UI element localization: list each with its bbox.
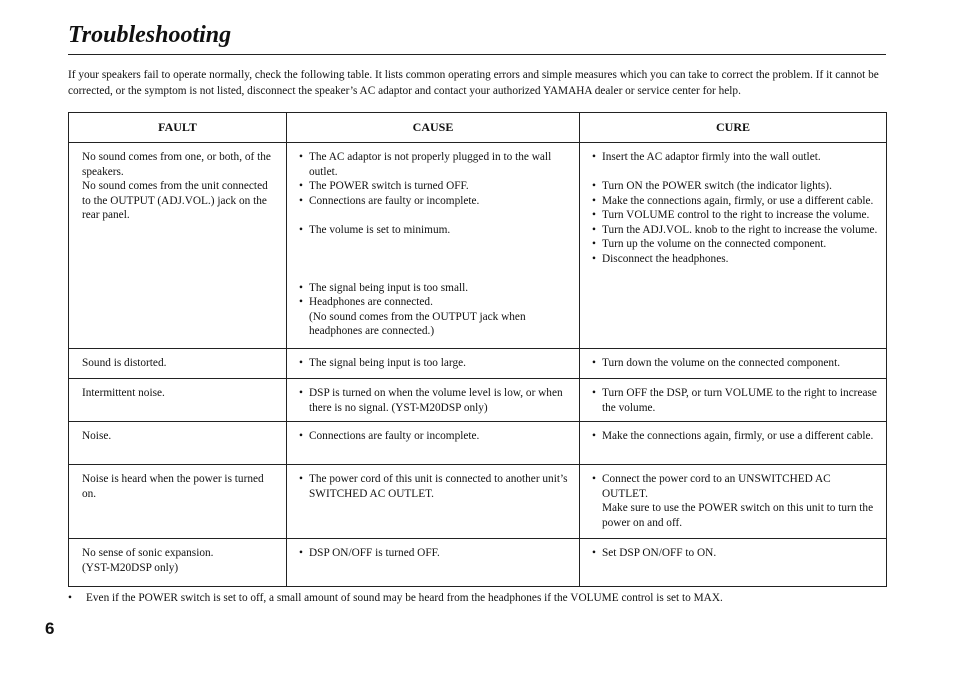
- cause-subtext: (No sound comes from the OUTPUT jack when headphones are connected.): [309, 310, 526, 337]
- fault-cell: [69, 465, 287, 539]
- table-row: [69, 349, 887, 379]
- table-row: [69, 379, 887, 422]
- fault-text: No sense of sonic expansion.: [82, 547, 214, 559]
- cure-item: • Set DSP ON/OFF to ON.: [592, 546, 878, 561]
- cure-cell: [580, 349, 887, 379]
- cure-item: • Turn VOLUME control to the right to increase the volume.: [592, 208, 878, 223]
- cure-text: Connect the power cord to an UNSWITCHED AC OUTLET.: [602, 473, 831, 500]
- cure-item: • Insert the AC adaptor firmly into the wall outlet.: [592, 150, 878, 165]
- table-row: [69, 422, 887, 465]
- cause-cell: [287, 349, 580, 379]
- footnote-bullet: •: [68, 592, 72, 604]
- cure-item: • Disconnect the headphones.: [592, 252, 878, 267]
- fault-text: Noise is heard when the power is turned on.: [82, 473, 264, 500]
- page-number: 6: [45, 619, 55, 638]
- table-row: [69, 143, 887, 349]
- cause-item: • The signal being input is too large.: [299, 356, 571, 371]
- title-rule: [68, 54, 886, 55]
- cure-item: • Turn down the volume on the connected component.: [592, 356, 878, 371]
- table-row: [69, 465, 887, 539]
- cure-cell: [580, 465, 887, 539]
- fault-cell: [69, 143, 287, 349]
- cure-item: • Make the connections again, firmly, or use a different cable.: [592, 194, 878, 209]
- cause-item: • The AC adaptor is not properly plugged in to the wall outlet.: [299, 150, 571, 179]
- cure-cell: [580, 143, 887, 349]
- header-cause: CAUSE: [287, 113, 580, 143]
- cause-cell: [287, 539, 580, 587]
- cause-cell: [287, 143, 580, 349]
- cause-cell: [287, 422, 580, 465]
- footnote-text: Even if the POWER switch is set to off, a small amount of sound may be heard from the headphones if the VOLUME control is set to MAX.: [86, 592, 723, 604]
- fault-cell: [69, 349, 287, 379]
- cause-item: • Connections are faulty or incomplete.: [299, 194, 571, 209]
- fault-cell: [69, 539, 287, 587]
- fault-cell: [69, 422, 287, 465]
- cure-item: • Make the connections again, firmly, or use a different cable.: [592, 429, 878, 444]
- troubleshooting-table: [68, 112, 887, 587]
- cause-cell: [287, 465, 580, 539]
- cause-item: [299, 295, 571, 339]
- header-fault: FAULT: [69, 113, 287, 143]
- cause-cell: [287, 379, 580, 422]
- cause-item: • The signal being input is too small.: [299, 281, 571, 296]
- cure-cell: [580, 539, 887, 587]
- cure-item: [592, 472, 878, 530]
- cause-text: Headphones are connected.: [309, 296, 433, 308]
- fault-text: Intermittent noise.: [82, 387, 165, 399]
- cure-cell: [580, 379, 887, 422]
- table-header-row: [69, 113, 887, 143]
- fault-text: No sound comes from one, or both, of the speakers.: [82, 151, 271, 178]
- footnote: [68, 591, 723, 605]
- fault-text: Sound is distorted.: [82, 357, 167, 369]
- cause-item: • The volume is set to minimum.: [299, 223, 571, 238]
- cure-item: • Turn ON the POWER switch (the indicator lights).: [592, 179, 878, 194]
- page-title: Troubleshooting: [68, 22, 232, 48]
- cure-subtext: Make sure to use the POWER switch on this unit to turn the power on and off.: [602, 502, 874, 529]
- intro-paragraph: If your speakers fail to operate normally, check the following table. It lists common operating errors and simple measures which you can take to correct the problem. If it cannot be corrected, or the symptom is not listed, disconnect the speaker’s AC adaptor and contact your authorized YAMAHA dealer or service center for help.: [68, 69, 879, 97]
- fault-text: Noise.: [82, 430, 112, 442]
- cure-item: • Turn up the volume on the connected component.: [592, 237, 878, 252]
- cause-item: • The POWER switch is turned OFF.: [299, 179, 571, 194]
- cause-item: • DSP is turned on when the volume level is low, or when there is no signal. (YST-M20DSP only): [299, 386, 571, 415]
- cure-item: • Turn the ADJ.VOL. knob to the right to increase the volume.: [592, 223, 878, 238]
- cure-item: • Turn OFF the DSP, or turn VOLUME to the right to increase the volume.: [592, 386, 878, 415]
- fault-cell: [69, 379, 287, 422]
- cause-item: • DSP ON/OFF is turned OFF.: [299, 546, 571, 561]
- table-row: [69, 539, 887, 587]
- fault-text: No sound comes from the unit connected to the OUTPUT (ADJ.VOL.) jack on the rear panel.: [82, 180, 268, 221]
- fault-text: (YST-M20DSP only): [82, 561, 179, 574]
- header-cure: CURE: [580, 113, 887, 143]
- cause-item: • The power cord of this unit is connected to another unit’s SWITCHED AC OUTLET.: [299, 472, 571, 501]
- cause-item: • Connections are faulty or incomplete.: [299, 429, 571, 444]
- cure-cell: [580, 422, 887, 465]
